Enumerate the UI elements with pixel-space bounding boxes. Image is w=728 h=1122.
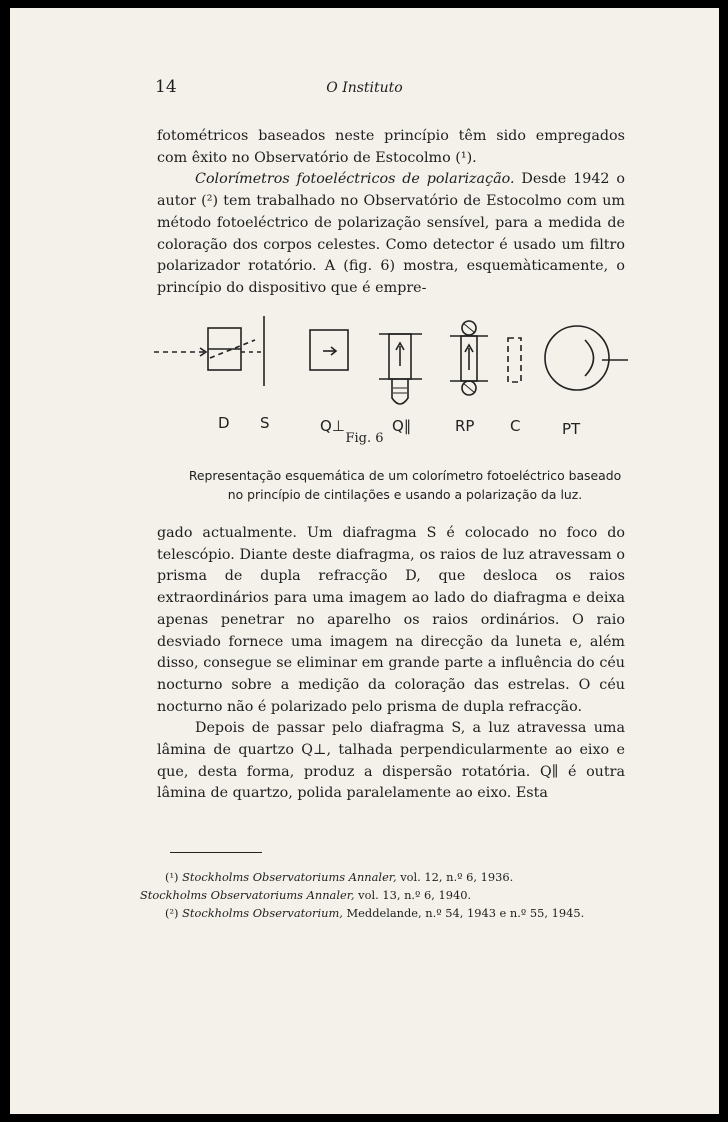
footnote-2-detail: Meddelande, n.º 54, 1943 e n.º 55, 1945. — [342, 906, 585, 920]
footnote-1b-source: Stockholms Observatoriums Annaler, — [140, 888, 355, 902]
footnote-2-source: Stockholms Observatorium, — [182, 906, 343, 920]
body-text-top — [157, 126, 625, 300]
page-number: 14 — [155, 77, 177, 97]
figure-label: Fig. 6 — [345, 431, 384, 446]
label-rp: RP — [455, 417, 475, 435]
label-s: S — [260, 414, 270, 432]
paragraph-2-text: Desde 1942 o autor (²) tem trabalhado no Observatório de Estocolmo com um método fotoeléctrico de polarização sensível, para a medida de coloração dos corpos celestes. Como detector é usado um filtro polarizador rotatório. A (fig. 6) mostra, esquemàticamente, o princípio do dispositivo que é empre- — [157, 171, 625, 296]
footnote-1-detail: vol. 12, n.º 6, 1936. — [396, 870, 514, 884]
label-q-parallel: Q∥ — [392, 417, 412, 435]
label-pt: PT — [562, 420, 581, 438]
running-title: O Instituto — [326, 80, 403, 96]
footnote-1-source: Stockholms Observatoriums Annaler, — [182, 870, 397, 884]
footnote-2 — [140, 904, 630, 922]
footnote-1b — [140, 886, 630, 904]
figure-6-diagram — [140, 310, 630, 445]
rotating-polarizer-shape — [450, 321, 488, 395]
prism-d-shape — [154, 316, 264, 386]
paragraph-4: Depois de passar pelo diafragma S, a luz atravessa uma lâmina de quartzo Q⊥, talhada perpendicularmente ao eixo e que, desta forma, produz a dispersão rotatória. Q∥ é outra lâmina de quartzo, polida paralelamente ao eixo. Esta — [157, 720, 625, 802]
footnote-1 — [140, 868, 630, 886]
footnote-2-marker: (²) — [165, 906, 179, 920]
section-heading: Colorímetros fotoeléctricos de polarização. — [195, 171, 515, 188]
footnote-rule — [170, 852, 262, 853]
paragraph-3: gado actualmente. Um diafragma S é colocado no foco do telescópio. Diante deste diafragma, os raios de luz atravessam o prisma de dupla refracção D, que desloca os raios extraordinários para uma imagem ao lado do diafragma e deixa apenas penetrar no aparelho os raios ordinários. O raio desviado fornece uma imagem na direcção da luneta e, além disso, consegue se eliminar em grande parte a influência do céu nocturno sobre a medição da coloração das estrelas. O céu nocturno não é polarizado pelo prisma de dupla refracção. — [157, 525, 625, 715]
footnote-1-marker: (¹) — [165, 870, 179, 884]
body-text-bottom — [157, 523, 625, 805]
component-c-shape — [508, 338, 521, 382]
paragraph-1: fotométricos baseados neste princípio têm sido empregados com êxito no Observatório de Estocolmo (¹). — [157, 128, 625, 166]
page — [10, 8, 719, 1114]
footnote-1b-detail: vol. 13, n.º 6, 1940. — [354, 888, 472, 902]
label-q-perp: Q⊥ — [320, 417, 345, 435]
label-c: C — [510, 417, 521, 435]
quartz-perp-shape — [310, 330, 348, 370]
quartz-par-shape — [379, 334, 422, 404]
caption-line-1: Representação esquemática de um colorímetro fotoeléctrico baseado — [188, 468, 622, 483]
label-d: D — [218, 414, 230, 432]
footnotes — [140, 868, 630, 922]
photomultiplier-shape — [545, 326, 628, 390]
figure-caption — [170, 466, 640, 504]
paragraph-2 — [157, 169, 625, 299]
caption-line-2: no princípio de cintilações e usando a polarização da luz. — [227, 487, 583, 502]
